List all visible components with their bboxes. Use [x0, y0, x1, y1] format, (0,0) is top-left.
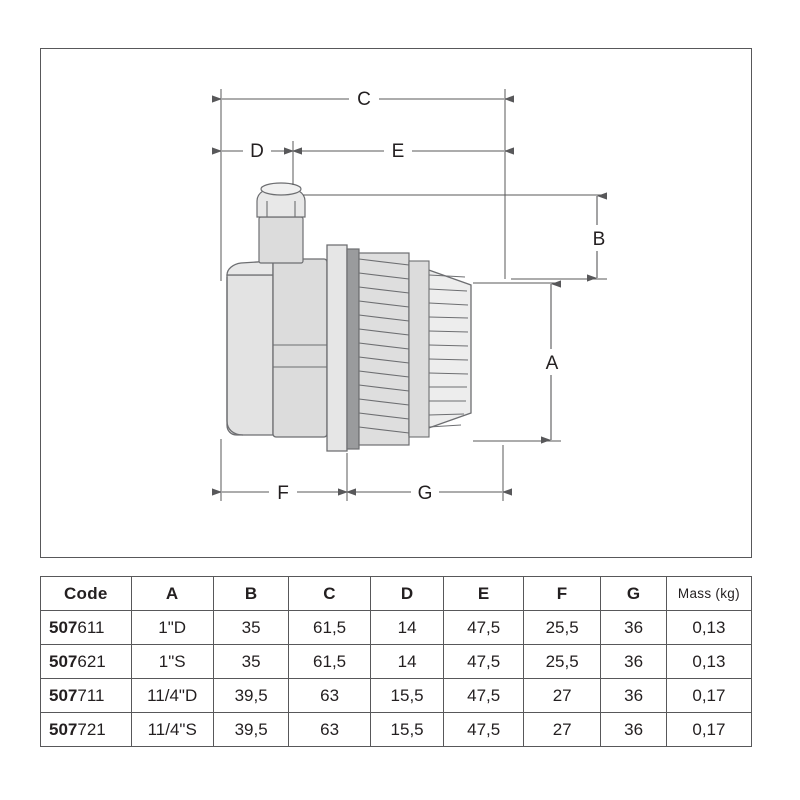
code-prefix: 507	[49, 719, 78, 739]
column-header-code: Code	[41, 577, 132, 611]
table-row	[41, 611, 752, 645]
code-suffix: 721	[77, 719, 106, 739]
cell-b: 39,5	[213, 679, 289, 713]
cell-code	[41, 679, 132, 713]
cell-code	[41, 645, 132, 679]
cell-mass: 0,13	[666, 645, 751, 679]
cell-e: 47,5	[444, 679, 523, 713]
code-prefix: 507	[49, 617, 78, 637]
cell-g: 36	[601, 645, 666, 679]
dim-label-a: A	[545, 353, 559, 374]
cell-d: 15,5	[370, 713, 444, 747]
column-header-c: C	[289, 577, 370, 611]
stem-collar	[259, 217, 303, 263]
column-header-b: B	[213, 577, 289, 611]
column-header-e: E	[444, 577, 523, 611]
dim-label-f: F	[277, 483, 289, 504]
cell-c: 63	[289, 713, 370, 747]
cell-f: 27	[523, 679, 601, 713]
cell-a: 11/4"S	[131, 713, 213, 747]
drawing-svg	[41, 49, 753, 559]
strainer-neck	[409, 261, 429, 437]
dim-label-g: G	[417, 483, 433, 504]
table-header-row	[41, 577, 752, 611]
product-illustration	[227, 183, 471, 451]
column-header-mass: Mass (kg)	[666, 577, 751, 611]
cell-d: 14	[370, 611, 444, 645]
table-row	[41, 713, 752, 747]
cell-e: 47,5	[444, 611, 523, 645]
code-prefix: 507	[49, 685, 78, 705]
flange-disc	[327, 245, 347, 451]
cell-mass: 0,17	[666, 713, 751, 747]
cell-a: 11/4"D	[131, 679, 213, 713]
cell-f: 25,5	[523, 611, 601, 645]
cell-mass: 0,13	[666, 611, 751, 645]
column-header-g: G	[601, 577, 666, 611]
column-header-f: F	[523, 577, 601, 611]
cell-a: 1"D	[131, 611, 213, 645]
cell-g: 36	[601, 679, 666, 713]
column-header-a: A	[131, 577, 213, 611]
code-suffix: 621	[77, 651, 106, 671]
table-row	[41, 679, 752, 713]
cell-e: 47,5	[444, 713, 523, 747]
cell-b: 35	[213, 645, 289, 679]
valve-body-left	[227, 275, 273, 435]
threaded-section	[359, 253, 409, 445]
code-suffix: 711	[77, 685, 105, 705]
cell-c: 61,5	[289, 611, 370, 645]
cell-f: 25,5	[523, 645, 601, 679]
collar-ring	[347, 249, 359, 449]
cell-f: 27	[523, 713, 601, 747]
cell-c: 61,5	[289, 645, 370, 679]
cell-d: 14	[370, 645, 444, 679]
dim-label-e: E	[391, 141, 405, 162]
code-prefix: 507	[49, 651, 78, 671]
dim-label-c: C	[357, 89, 371, 110]
code-suffix: 611	[77, 617, 105, 637]
cell-code	[41, 713, 132, 747]
column-header-d: D	[370, 577, 444, 611]
cell-g: 36	[601, 713, 666, 747]
dim-label-d: D	[250, 141, 264, 162]
cell-g: 36	[601, 611, 666, 645]
knob-top	[261, 183, 301, 195]
hex-nut	[273, 259, 327, 437]
table-row	[41, 645, 752, 679]
cell-b: 39,5	[213, 713, 289, 747]
specification-table	[40, 576, 752, 747]
cell-code	[41, 611, 132, 645]
dim-label-b: B	[592, 229, 606, 250]
cell-d: 15,5	[370, 679, 444, 713]
drawing-panel	[40, 48, 752, 558]
cell-a: 1"S	[131, 645, 213, 679]
cell-c: 63	[289, 679, 370, 713]
cell-e: 47,5	[444, 645, 523, 679]
cell-mass: 0,17	[666, 679, 751, 713]
cell-b: 35	[213, 611, 289, 645]
